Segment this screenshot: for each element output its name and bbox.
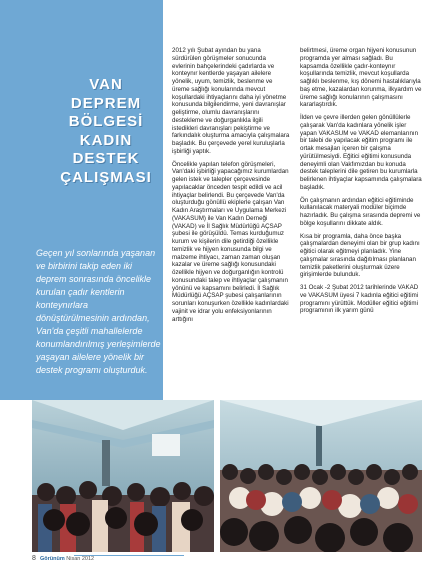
photo-tent-meeting-1: [32, 400, 214, 552]
footer-rule: [74, 555, 184, 556]
paragraph: 31 Ocak -2 Şubat 2012 tarihlerinde VAKAD ve VAKASUM üyesi 7 kadınla eğitici eğitimi programını yürüttük. Modüller eğitici eğitimi programının ilk yarım günü: [300, 284, 419, 315]
footer-label: [40, 556, 94, 562]
issue-date: Nisan 2012: [66, 556, 95, 562]
title-line: DEPREM: [70, 94, 142, 112]
paragraph: Öncelikle yapılan telefon görüşmeleri, Van'daki işbirliği yapacağımız kurumlardan gelen istek ve talepler çerçevesinde yapılacaklar önceden tespit edildi ve acil ihtiyaçlar belirlendi. Bu çerçevede Van'da oluşturduğu gönüllü ekiplerle çalışan Van Kadın Araştırmaları ve Uygulama Merkezi (VAKASUM) ile Van Kadın Derneği (VAKAD) ve İl Sağlık Müdürlüğü AÇSAP şubesi ile görüşüldü. Temas kurduğumuz kurum ve kişilerin dile getirdiği özellikle temizlik ve hijyen konusunda bilgi ve malzeme ihtiyacı, zaman zaman oluşan kazalar ve üreme sağlığı konusundaki özellikle hijyen ve doğurganlığın kontrolü konusundaki talep ve ihtiyaçlar çalışmanın yönünü ve kapsamını belirledi. İl Sağlık Müdürlüğü AÇSAP şubesi çalışanlarının sorunları konuşurken özellikle kadınlardaki vajinit ve idrar yolu enfeksiyonlarının arttığını: [172, 160, 289, 323]
magazine-name: Görünüm: [40, 556, 65, 562]
paragraph: İlden ve çevre illerden gelen gönüllülerle çalışarak Van'da kadınlara yönelik işler yapan VAKASUM ve VAKAD elemanlarının bir talebi de yapılacak eğitim programı ile ortak mesajları içeren bir çalışma yürütülmesiydi. Eğitici eğitimi konusunda deneyimli olan Vakfımızdan bu konuda destek taleplerini dile getiren bu kurumlarla belirlenen ihtiyaçlar kapsamında çalışmalara başladık.: [300, 114, 422, 191]
paragraph: Kısa bir programla, daha önce başka çalışmalardan deneyimi olan bir grup kadını eğitici olarak eğitmeyi planladık. Yine çalışmalar sırasında dağıtılması planlanan temizlik paketlerini oluşturmak üzere girişimlerde bulunduk.: [300, 232, 420, 279]
page-number: 8: [32, 555, 36, 562]
article-title: [52, 76, 160, 187]
title-line: DESTEK: [72, 150, 140, 167]
title-line: ÇALIŞMASI: [60, 168, 152, 186]
page-footer: [32, 552, 422, 566]
title-line: BÖLGESİ: [68, 113, 144, 130]
title-line: VAN: [89, 76, 123, 93]
paragraph: 2012 yılı Şubat ayından bu yana sürdürülen görüşmeler sonucunda evlerinin bahçelerindeki çadırlarda ve konteynır kentlerde yaşayan ailelere yönelik, uyum, temizlik, beslenme ve üreme sağlığı konularında mevcut koşullardaki ihtiyaçlarını daha iyi yönetme konusunda bilgilendirme, yeni davranışlar geliştirme, olumlu davranışlarını destekleme ve doğurganlıkla ilgili istedikleri davranışları pekiştirme ve farkındalık oluşturma amacıyla çalışmalara başladık. Bu çerçevede yerel kuruluşlarla işbirliği yaptık.: [172, 47, 290, 155]
photo-tent-meeting-2: [220, 400, 422, 552]
paragraph: Ön çalışmanın ardından eğitici eğitiminde kullanılacak materyali modüler biçimde hazırladık. Bu çalışma sırasında depremi ve bölge koşullarını dikkate aldık.: [300, 196, 421, 227]
lead-paragraph: Geçen yıl sonlarında yaşanan ve birbirini takip eden iki deprem sonrasında öncelikle kurulan çadır kentlerin konteynırlara dönüştürülmesinin ardından, Van'da çeşitli mahallelerde konumlandırılmış yerleşimlerde yaşayan ailelere yönelik bir destek programı oluşturduk.: [36, 248, 161, 375]
text-column-2: [300, 47, 422, 320]
text-column-1: [172, 47, 290, 328]
title-line: KADIN: [79, 131, 133, 149]
paragraph: belirtmesi, üreme organ hijyeni konusunun programda yer alması sağladı. Bu kapsamda özellikle çadır-konteynır koşullarında temizlik, mevcut koşullarda sağlıklı beslenme, kış dönemi hastalıklarıyla baş etme, kazalardan korunma, ilkyardım ve üreme sağlığı konularının çalışmasını kararlaştırdık.: [300, 47, 422, 109]
left-color-panel: [0, 0, 163, 400]
